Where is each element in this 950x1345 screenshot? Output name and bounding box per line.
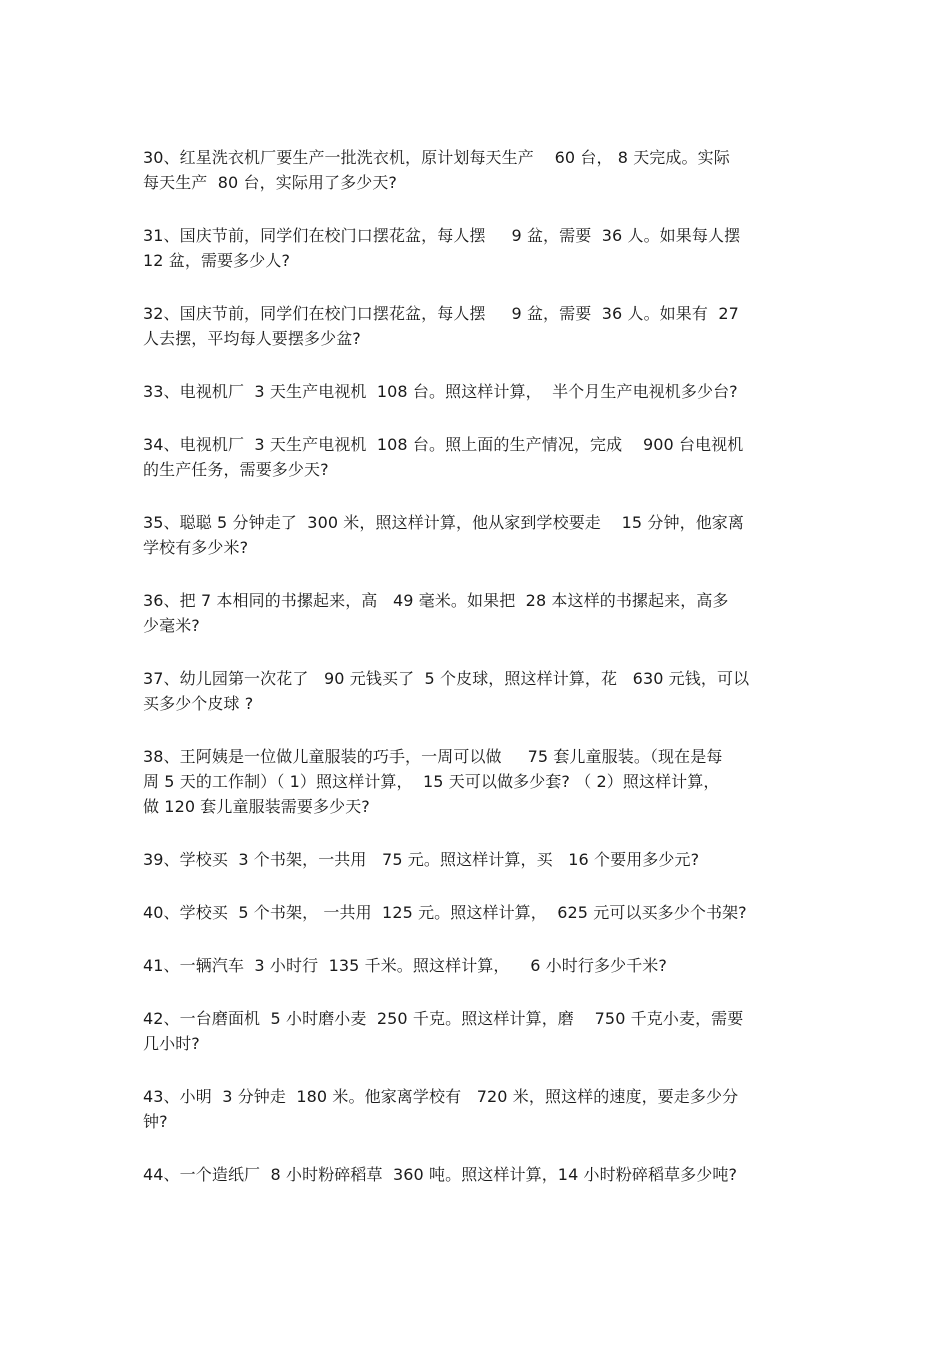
question-text-line: 周 5 天的工作制）（ 1）照这样计算， 15 天可以做多少套? （ 2）照这样计算， [143,772,720,791]
question-text-line: 人去摆，平均每人要摆多少盆? [143,329,361,348]
question-item [143,379,808,404]
question-text-line: 43、小明 3 分钟走 180 米。他家离学校有 720 米，照这样的速度，要走多少分 [143,1087,739,1106]
question-text-line: 30、红星洗衣机厂要生产一批洗衣机，原计划每天生产 60 台， 8 天完成。实际 [143,148,730,167]
question-text-line: 38、王阿姨是一位做儿童服装的巧手，一周可以做 75 套儿童服装。（现在是每 [143,747,723,766]
question-text-line: 35、聪聪 5 分钟走了 300 米，照这样计算，他从家到学校要走 15 分钟，他家离 [143,513,744,532]
question-text-line: 少毫米? [143,616,200,635]
question-text-line: 42、一台磨面机 5 小时磨小麦 250 千克。照这样计算，磨 750 千克小麦，需要 [143,1009,744,1028]
question-item [143,847,808,872]
question-item [143,1162,808,1187]
question-text-line: 钟? [143,1112,168,1131]
question-text-line: 12 盆，需要多少人? [143,251,291,270]
question-text-line: 33、电视机厂 3 天生产电视机 108 台。照这样计算， 半个月生产电视机多少台? [143,382,738,401]
question-text-line: 34、电视机厂 3 天生产电视机 108 台。照上面的生产情况，完成 900 台电视机 [143,435,744,454]
question-text-line: 几小时? [143,1034,200,1053]
question-item [143,1084,808,1134]
question-item [143,666,808,716]
question-item [143,510,808,560]
question-text-line: 做 120 套儿童服装需要多少天? [143,797,370,816]
question-list [143,145,808,1215]
question-item [143,900,808,925]
question-text-line: 31、国庆节前，同学们在校门口摆花盆，每人摆 9 盆，需要 36 人。如果每人摆 [143,226,741,245]
question-item [143,432,808,482]
question-text-line: 买多少个皮球 ? [143,694,254,713]
question-item [143,953,808,978]
question-item [143,588,808,638]
question-text-line: 学校有多少米? [143,538,249,557]
question-item [143,145,808,195]
question-text-line: 44、一个造纸厂 8 小时粉碎稻草 360 吨。照这样计算，14 小时粉碎稻草多少吨? [143,1165,738,1184]
question-text-line: 的生产任务，需要多少天? [143,460,329,479]
question-item [143,301,808,351]
question-item [143,744,808,819]
question-item [143,1006,808,1056]
question-text-line: 36、把 7 本相同的书摞起来，高 49 毫米。如果把 28 本这样的书摞起来，高多 [143,591,729,610]
question-text-line: 39、学校买 3 个书架，一共用 75 元。照这样计算，买 16 个要用多少元? [143,850,700,869]
question-text-line: 32、国庆节前，同学们在校门口摆花盆，每人摆 9 盆，需要 36 人。如果有 27 [143,304,739,323]
question-text-line: 每天生产 80 台，实际用了多少天? [143,173,398,192]
question-text-line: 37、幼儿园第一次花了 90 元钱买了 5 个皮球，照这样计算，花 630 元钱，可以 [143,669,750,688]
question-text-line: 40、学校买 5 个书架， 一共用 125 元。照这样计算， 625 元可以买多少个书架? [143,903,747,922]
question-item [143,223,808,273]
question-text-line: 41、一辆汽车 3 小时行 135 千米。照这样计算， 6 小时行多少千米? [143,956,667,975]
